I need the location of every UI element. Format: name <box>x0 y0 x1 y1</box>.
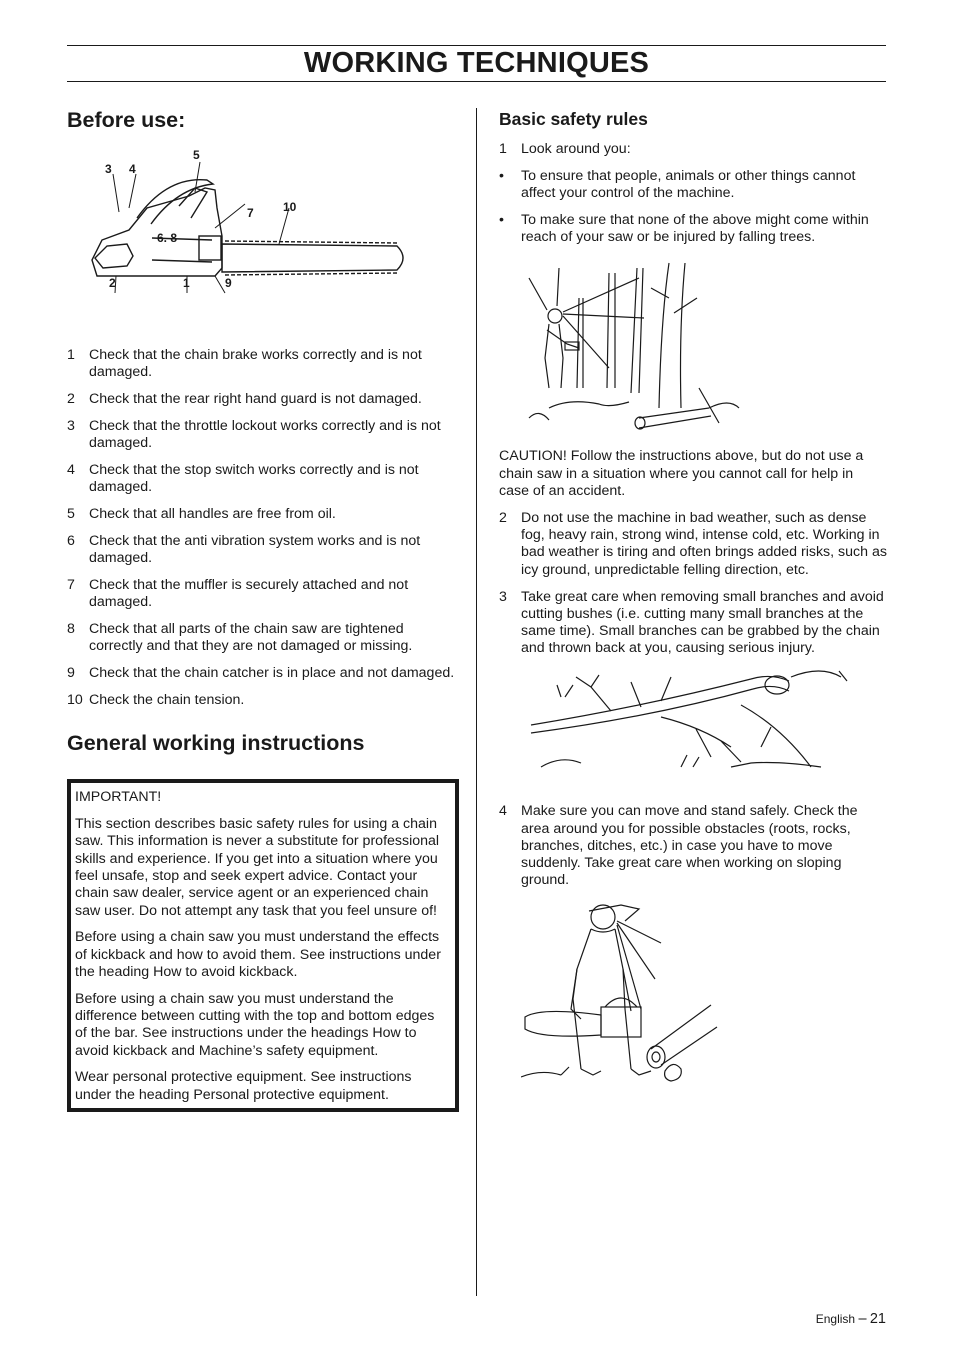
general-heading: General working instructions <box>67 731 365 756</box>
forest-worker-illustration <box>519 258 749 438</box>
label-4: 4 <box>129 162 136 176</box>
left-column <box>67 106 459 1112</box>
page-title: WORKING TECHNIQUES <box>303 47 650 79</box>
label-6-8: 6. 8 <box>157 231 178 245</box>
list-item: 2 Do not use the machine in bad weather, such as dense fog, heavy rain, strong wind, intense cold, etc. Working in bad weather is tiring and often brings added risks, such as icy ground, unpredictable felling direction, etc. <box>499 509 887 578</box>
label-5: 5 <box>193 148 200 162</box>
safety-list-2 <box>499 510 887 658</box>
list-item: 5 Check that all handles are free from oil. <box>67 506 336 523</box>
list-item: • To ensure that people, animals or other things cannot affect your control of the machine. <box>499 167 856 202</box>
page-footer <box>816 1311 886 1327</box>
label-7: 7 <box>247 206 254 220</box>
branches-illustration <box>521 667 867 785</box>
important-paragraph: Before using a chain saw you must understand the effects of kickback and how to avoid them. See instructions under the heading How to avoid kickback. <box>75 929 441 980</box>
chainsaw-illustration <box>67 148 459 303</box>
list-item: 1 Look around you: <box>499 141 631 157</box>
list-item: • To make sure that none of the above might come within reach of your saw or be injured by falling trees. <box>499 211 869 246</box>
safety-list-1 <box>499 141 887 158</box>
list-item: 3 Take great care when removing small branches and avoid cutting bushes (i.e. cutting many small branches at the same time). Small branches can be grabbed by the chain and thrown back at you, causing serious injury. <box>499 588 884 657</box>
label-3: 3 <box>105 162 112 176</box>
look-around-bullets <box>499 168 887 247</box>
caution-paragraph: CAUTION! Follow the instructions above, but do not use a chain saw in a situation where you cannot call for help in case of an accident. <box>499 448 864 500</box>
page-number: 21 <box>869 1311 886 1327</box>
list-item: 1 Check that the chain brake works correctly and is not damaged. <box>67 347 422 381</box>
safety-list-3 <box>499 803 887 889</box>
list-item: 2 Check that the rear right hand guard is not damaged. <box>67 391 422 408</box>
chainsaw-diagram <box>67 148 459 303</box>
list-item: 8 Check that all parts of the chain saw are tightened correctly and that they are not damaged or missing. <box>67 621 413 655</box>
header-rule-bottom <box>67 81 886 82</box>
right-column <box>499 106 887 1089</box>
footer-language: English <box>815 1312 856 1326</box>
list-item: 9 Check that the chain catcher is in place and not damaged. <box>67 665 455 682</box>
before-use-checklist <box>67 347 459 709</box>
important-paragraph: Wear personal protective equipment. See instructions under the heading Personal protective equipment. <box>75 1069 412 1103</box>
important-label: IMPORTANT! <box>75 789 162 806</box>
before-use-heading: Before use: <box>67 108 186 132</box>
basic-safety-heading: Basic safety rules <box>499 109 648 129</box>
important-paragraph: This section describes basic safety rules for using a chain saw. This information is never a substitute for professional skills and experience. If you get into a situation where you feel unsafe, stop and seek expert advice. Contact your chain saw dealer, service agent or an experienced chain saw user. Do not attempt any task that you feel unsure of! <box>75 816 440 919</box>
label-2: 2 <box>109 276 116 290</box>
footer-separator: – <box>858 1311 867 1327</box>
important-box <box>67 779 459 1112</box>
list-item: 10 Check the chain tension. <box>67 691 245 708</box>
label-10: 10 <box>283 200 297 214</box>
list-item: 3 Check that the throttle lockout works correctly and is not damaged. <box>67 417 441 452</box>
column-divider <box>476 108 477 1296</box>
list-item: 7 Check that the muffler is securely attached and not damaged. <box>67 576 409 611</box>
chainsaw-worker-illustration <box>521 899 721 1089</box>
important-paragraph: Before using a chain saw you must understand the difference between cutting with the top and bottom edges of the bar. See instructions under the headings How to avoid kickback and Machine’s safety equipment. <box>75 990 435 1059</box>
list-item: 6 Check that the anti vibration system works and is not damaged. <box>67 532 421 567</box>
list-item: 4 Make sure you can move and stand safely. Check the area around you for possible obstacles (roots, rocks, branches, ditches, etc.) in case you have to move suddenly. Take great care when working on sloping ground. <box>499 803 858 889</box>
list-item: 4 Check that the stop switch works correctly and is not damaged. <box>67 461 419 496</box>
label-1: 1 <box>183 276 190 290</box>
label-9: 9 <box>225 276 232 290</box>
